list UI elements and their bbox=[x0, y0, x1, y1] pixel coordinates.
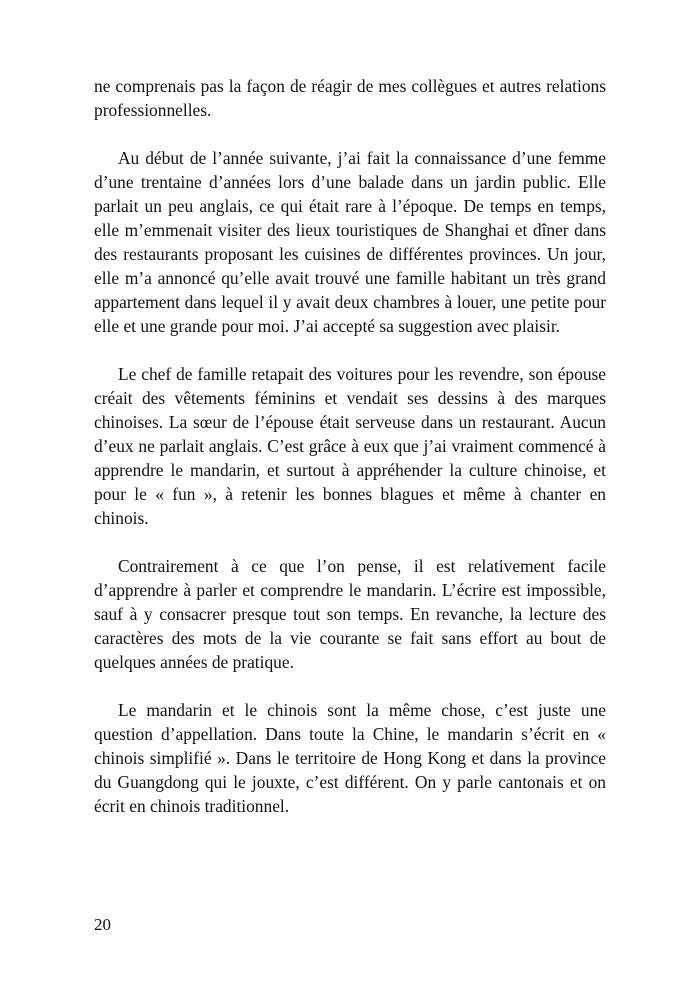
page-body-text bbox=[94, 74, 606, 818]
page-number: 20 bbox=[94, 915, 111, 934]
paragraph-continued: ne comprenais pas la façon de réagir de mes collègues et autres relations professionnelles. bbox=[94, 76, 606, 120]
paragraph-meeting-woman: Au début de l’année suivante, j’ai fait la connaissance d’une femme d’une trentaine d’années lors d’une balade dans un jardin public. Elle parlait un peu anglais, ce qui était rare à l’époque. De temps en temps, elle m’emmenait visiter des lieux touristiques de Shanghai et dîner dans des restaurants proposant les cuisines de différentes provinces. Un jour, elle m’a annoncé qu’elle avait trouvé une famille habitant un très grand appartement dans lequel il y avait deux chambres à louer, une petite pour elle et une grande pour moi. J’ai accepté sa suggestion avec plaisir. bbox=[94, 148, 606, 336]
paragraph-learning-mandarin: Contrairement à ce que l’on pense, il est relativement facile d’apprendre à parler et comprendre le mandarin. L’écrire est impossible, sauf à y consacrer presque tout son temps. En revanche, la lecture des caractères des mots de la vie courante se fait sans effort au bout de quelques années de pratique. bbox=[94, 556, 606, 672]
paragraph-host-family: Le chef de famille retapait des voitures pour les revendre, son épouse créait des vêtements féminins et vendait ses dessins à des marques chinoises. La sœur de l’épouse était serveuse dans un restaurant. Aucun d’eux ne parlait anglais. C’est grâce à eux que j’ai vraiment commencé à apprendre le mandarin, et surtout à appréhender la culture chinoise, et pour le « fun », à retenir les bonnes blagues et même à chanter en chinois. bbox=[94, 364, 606, 528]
paragraph-mandarin-chinese: Le mandarin et le chinois sont la même chose, c’est juste une question d’appellation. Dans toute la Chine, le mandarin s’écrit en « chinois simplifié ». Dans le territoire de Hong Kong et dans la province du Guangdong qui le jouxte, c’est différent. On y parle cantonais et on écrit en chinois traditionnel. bbox=[94, 700, 606, 816]
